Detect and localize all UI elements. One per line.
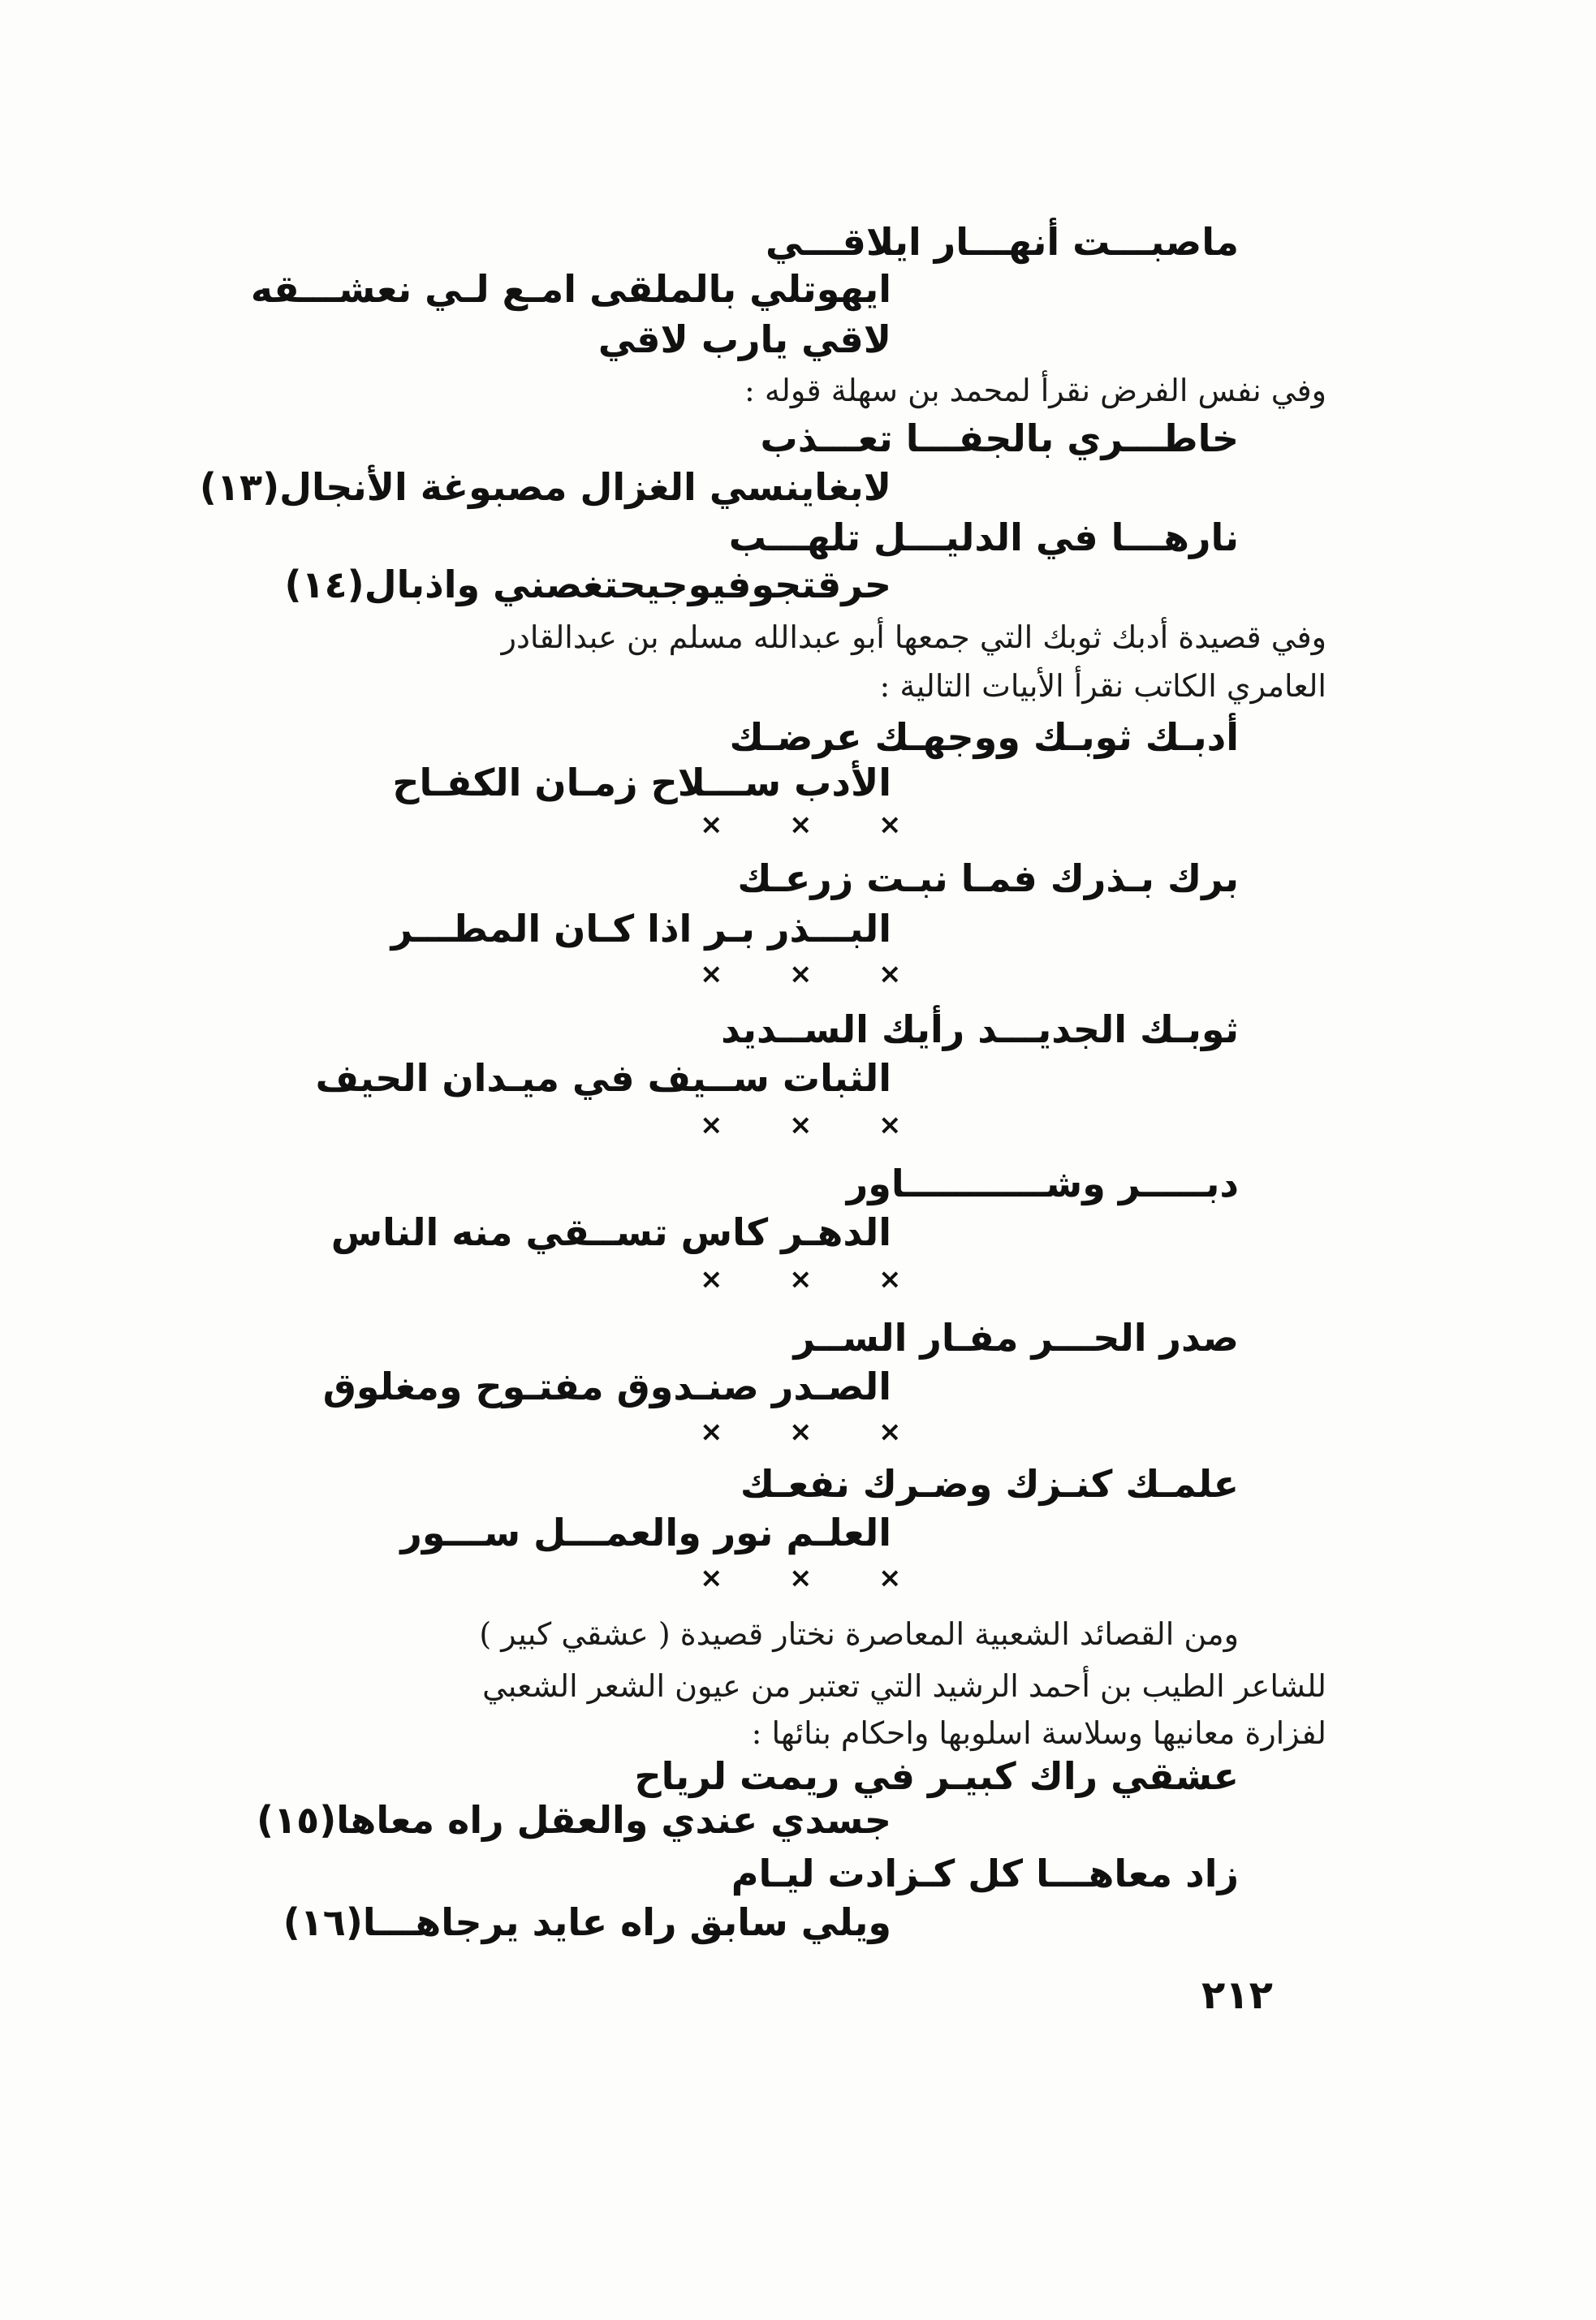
separator-mark: × <box>878 1562 902 1594</box>
verse-line: ايهوتلي بالملقى امـع لـي نعشـــقه <box>250 267 891 311</box>
verse-line: ويلي سابق راه عايد يرجاهـــا(١٦) <box>283 1900 891 1944</box>
paragraph-line: العامري الكاتب نقرأ الأبيات التالية : <box>879 668 1326 704</box>
separator-mark: × <box>789 1416 813 1448</box>
separator-mark: × <box>878 1109 902 1141</box>
verse-line: زاد معاهـــا كل كـزادت ليـام <box>731 1852 1239 1895</box>
verse-line: الدهـر كاس تســقي منه الناس <box>330 1210 891 1254</box>
separator-mark: × <box>878 958 902 990</box>
paragraph-line: لفزارة معانيها وسلاسة اسلوبها واحكام بنائها : <box>751 1715 1326 1751</box>
separator-mark: × <box>789 809 813 841</box>
paragraph-line: وفي نفس الفرض نقرأ لمحمد بن سهلة قوله : <box>744 373 1326 408</box>
separator-mark: × <box>700 1562 723 1594</box>
separator-mark: × <box>789 1562 813 1594</box>
verse-line: حرقتجوفيوجيحتغصني واذبال(١٤) <box>284 563 891 606</box>
verse-line: الثبات ســيف في ميـدان الحيف <box>315 1056 891 1100</box>
verse-line: العلـم نور والعمـــل ســـور <box>400 1511 891 1555</box>
verse-separator <box>700 1416 968 1448</box>
verse-line: لاقي يارب لاقي <box>597 317 891 361</box>
verse-line: البـــذر بـر اذا كـان المطـــر <box>390 907 891 951</box>
paragraph-line: وفي قصيدة أدبك ثوبك التي جمعها أبو عبدالله مسلم بن عبدالقادر <box>501 619 1326 655</box>
verse-line: أدبـك ثوبـك ووجهـك عرضـك <box>729 715 1239 759</box>
verse-line: لابغاينسي الغزال مصبوغة الأنجال(١٣) <box>199 465 891 509</box>
verse-line: ثوبـك الجديـــد رأيك الســديد <box>721 1007 1239 1051</box>
separator-mark: × <box>700 1263 723 1296</box>
verse-line: جسدي عندي والعقل راه معاها(١٥) <box>257 1798 891 1842</box>
verse-separator <box>700 809 968 841</box>
paragraph-line: ومن القصائد الشعبية المعاصرة نختار قصيدة ( عشقي كبير ) <box>479 1616 1239 1652</box>
verse-line: ماصبـــت أنهـــار ايلاقـــي <box>766 220 1239 264</box>
verse-line: عشقي راك كبيـر في ريمت لرياح <box>634 1754 1239 1798</box>
separator-mark: × <box>789 1263 813 1296</box>
separator-mark: × <box>789 958 813 990</box>
verse-separator <box>700 1109 968 1141</box>
separator-mark: × <box>700 809 723 841</box>
verse-line: خاطـــري بالجفـــا تعـــذب <box>760 416 1239 460</box>
separator-mark: × <box>789 1109 813 1141</box>
verse-line: الصـدر صنـدوق مفتـوح ومغلوق <box>322 1365 891 1408</box>
verse-line: صدر الحـــر مفـار الســر <box>793 1316 1239 1360</box>
verse-line: علمـك كنـزك وضـرك نفعـك <box>740 1462 1239 1506</box>
verse-line: برك بـذرك فمـا نبـت زرعـك <box>737 856 1239 900</box>
verse-separator <box>700 958 968 990</box>
separator-mark: × <box>878 1263 902 1296</box>
separator-mark: × <box>878 1416 902 1448</box>
separator-mark: × <box>700 1416 723 1448</box>
separator-mark: × <box>700 958 723 990</box>
paragraph-line: للشاعر الطيب بن أحمد الرشيد التي تعتبر من عيون الشعر الشعبي <box>482 1668 1326 1704</box>
verse-separator <box>700 1562 968 1594</box>
separator-mark: × <box>878 809 902 841</box>
verse-line: دبـــــر وشـــــــــــاور <box>846 1162 1239 1205</box>
verse-line: نارهـــا في الدليـــل تلهـــب <box>728 515 1239 559</box>
verse-separator <box>700 1263 968 1296</box>
page-number: ٢١٢ <box>1201 1973 1273 2018</box>
verse-line: الأدب ســـلاح زمـان الكفـاح <box>392 761 891 804</box>
separator-mark: × <box>700 1109 723 1141</box>
